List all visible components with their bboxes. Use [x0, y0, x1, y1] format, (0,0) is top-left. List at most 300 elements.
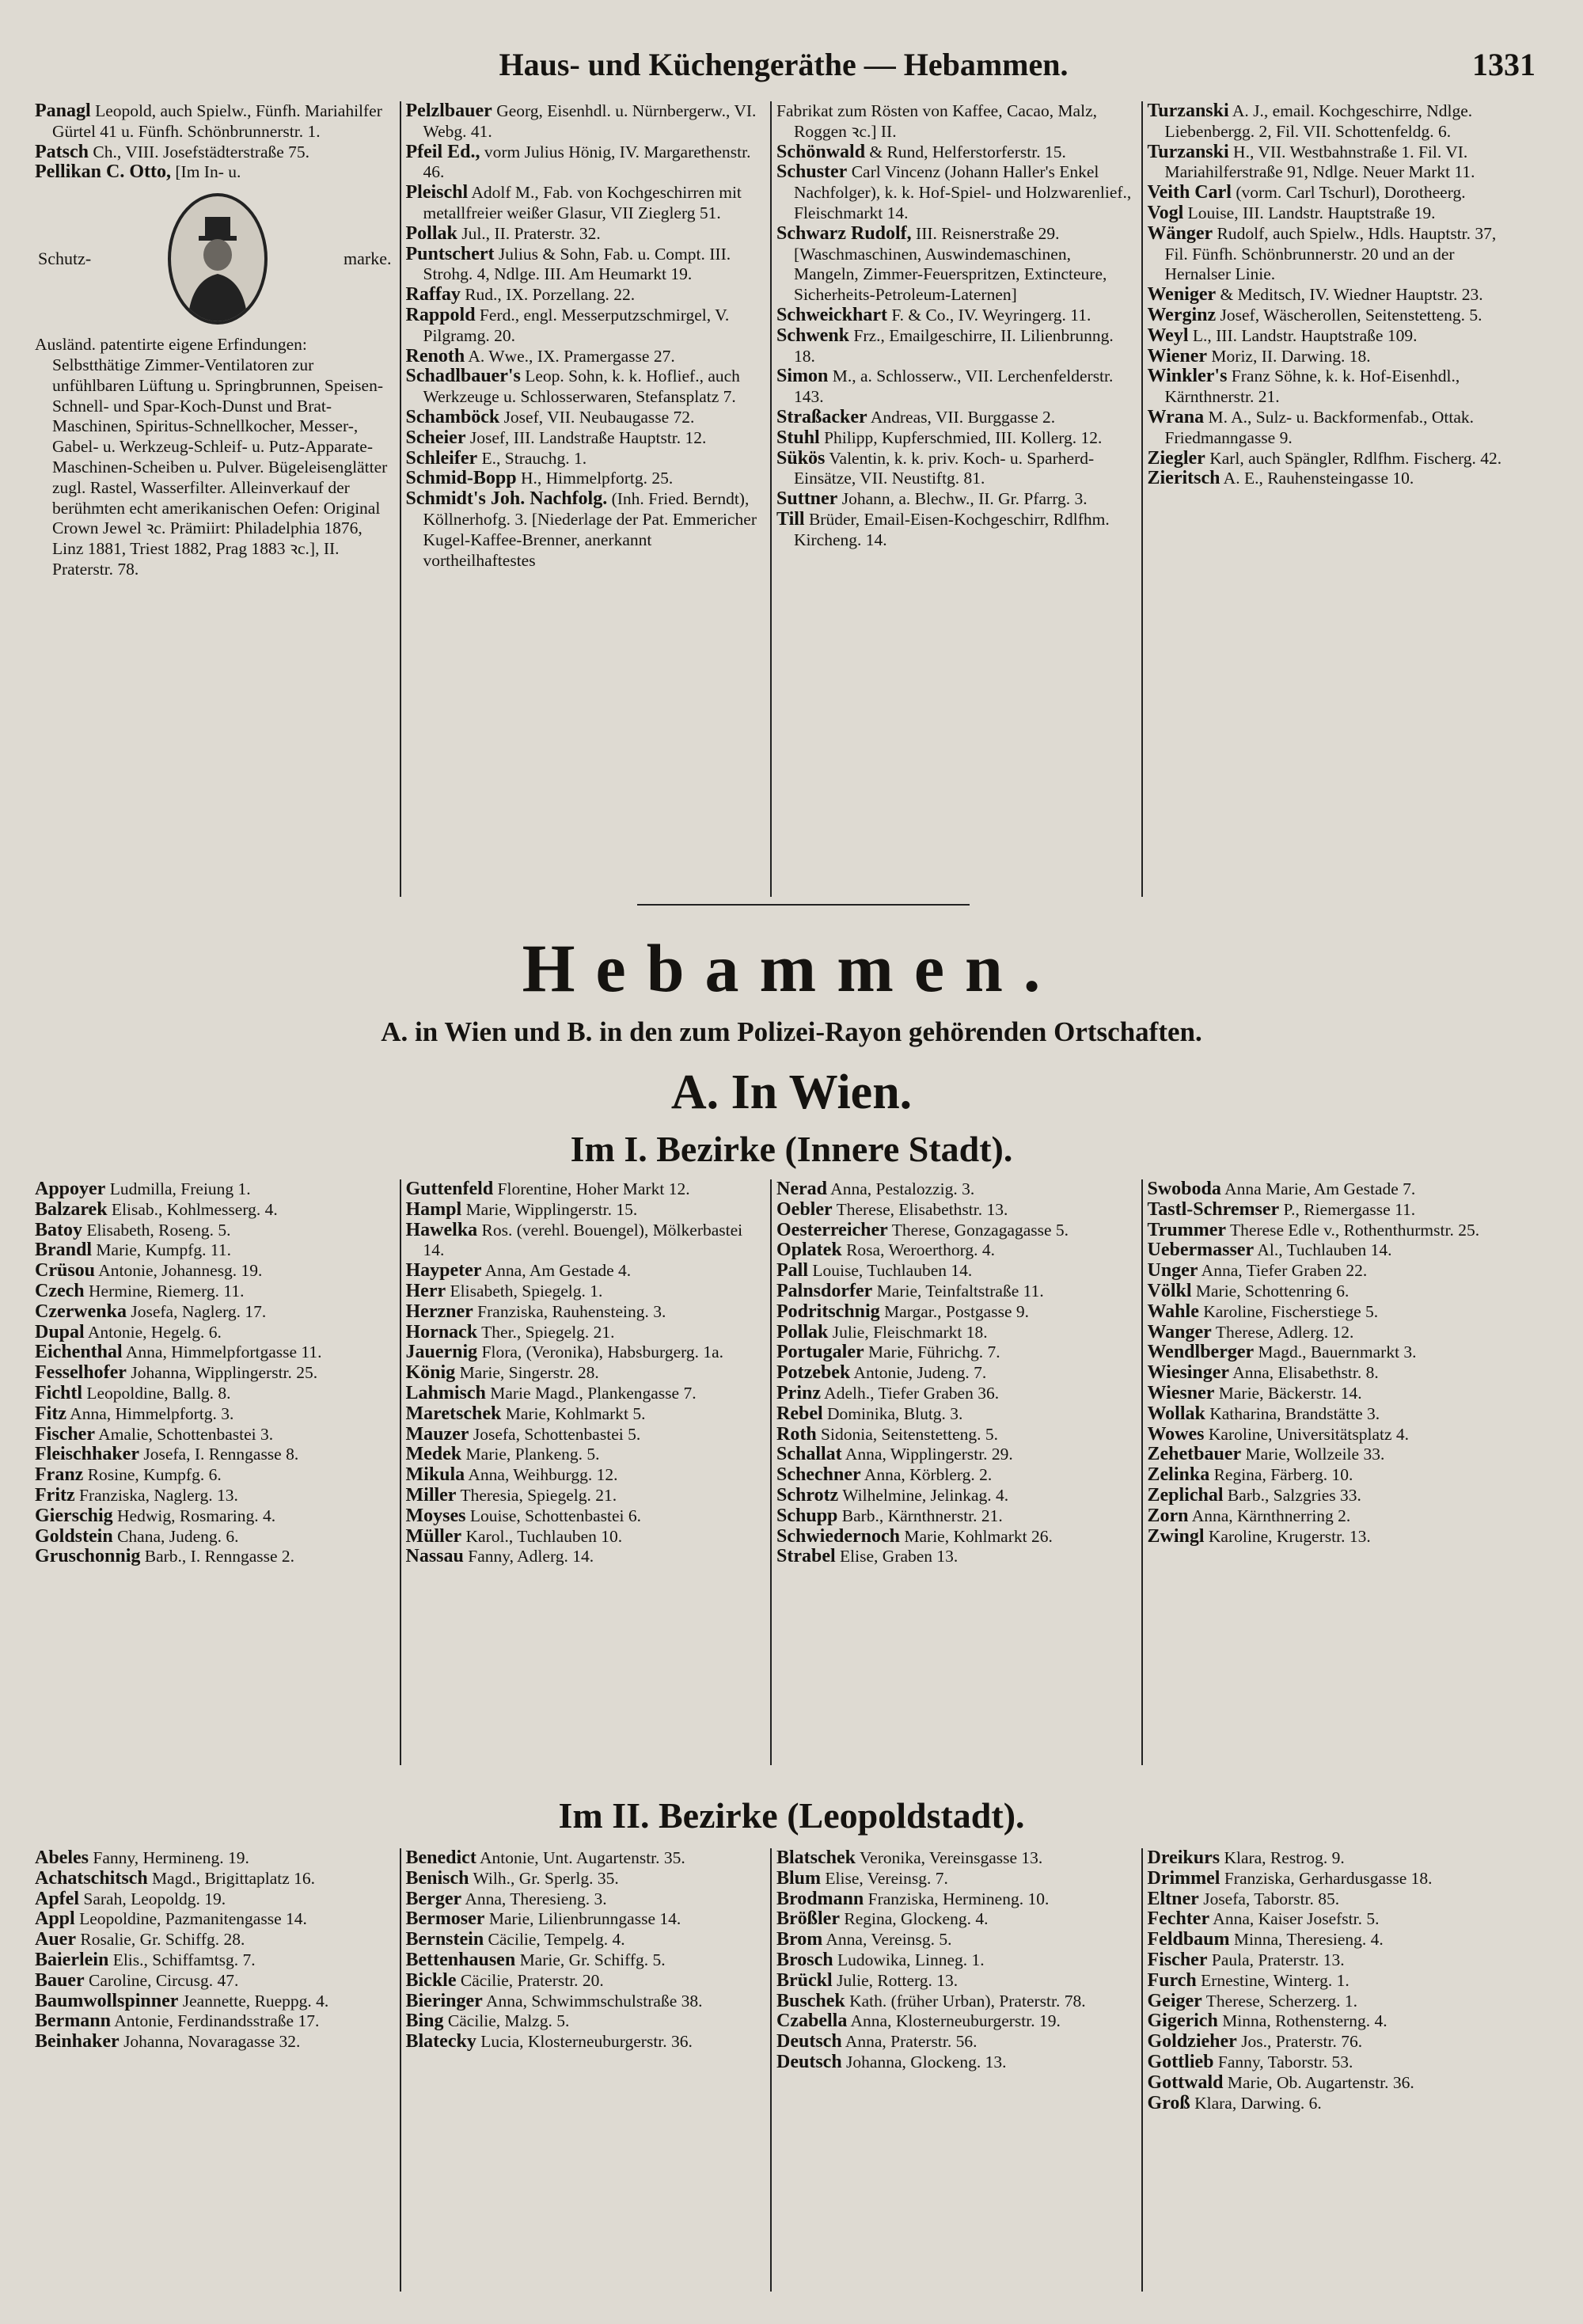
- entry-name: Benisch: [405, 1867, 469, 1889]
- directory-entry: [35, 162, 395, 183]
- entry-details: Wilh., Gr. Sperlg. 35.: [469, 1868, 619, 1888]
- entry-details: Antonie, Johannesg. 19.: [95, 1261, 263, 1281]
- directory-entry: [406, 1363, 766, 1384]
- directory-entry: [776, 306, 1137, 326]
- entry-name: Appoyer: [35, 1179, 106, 1199]
- directory-entry: [1148, 1200, 1508, 1221]
- listing-column: [1143, 1179, 1513, 1765]
- page-header: [32, 41, 1536, 89]
- directory-entry: [1148, 1425, 1508, 1445]
- directory-entry: [1148, 408, 1508, 449]
- entry-details: Josefa, Schottenbastei 5.: [469, 1424, 641, 1444]
- listing-column: [1143, 1848, 1513, 2292]
- entry-name: Bettenhausen: [405, 1949, 516, 1970]
- directory-entry: [1148, 2011, 1508, 2032]
- directory-entry: [1148, 1302, 1508, 1323]
- directory-entry: [406, 1848, 766, 1869]
- entry-details: Therese, Elisabethstr. 13.: [832, 1199, 1008, 1219]
- entry-details: Hermine, Riemerg. 11.: [84, 1281, 245, 1301]
- directory-entry: [35, 1425, 395, 1445]
- directory-entry: [35, 1909, 395, 1930]
- directory-entry: [406, 1547, 766, 1567]
- entry-name: Dreikurs: [1147, 1848, 1220, 1868]
- entry-details: Josefa, Taborstr. 85.: [1198, 1889, 1340, 1908]
- directory-entry: [35, 1445, 395, 1465]
- entry-details: Sarah, Leopoldg. 19.: [79, 1889, 226, 1908]
- directory-entry: [1148, 203, 1508, 224]
- entry-details: & Rund, Helferstorferstr. 15.: [865, 142, 1066, 161]
- entry-details: Andreas, VII. Burggasse 2.: [867, 407, 1056, 427]
- directory-entry: [776, 1445, 1137, 1465]
- directory-entry: [1148, 1445, 1508, 1465]
- entry-name: Till: [776, 508, 805, 530]
- entry-details: Marie, Lilienbrunngasse 14.: [484, 1909, 681, 1929]
- entry-name: Suttner: [776, 488, 838, 510]
- directory-entry: [35, 2011, 395, 2032]
- directory-entry: [406, 1282, 766, 1302]
- directory-entry: [35, 1200, 395, 1221]
- directory-entry: [1148, 1506, 1508, 1527]
- directory-entry: [776, 489, 1137, 510]
- directory-entry: [776, 1547, 1137, 1567]
- directory-entry: [776, 101, 1137, 142]
- entry-details: A. E., Rauhensteingasse 10.: [1220, 469, 1414, 488]
- directory-entry: [406, 1404, 766, 1425]
- entry-name: Schwenk: [776, 325, 850, 346]
- directory-entry: [35, 1848, 395, 1869]
- entry-details: Barb., I. Renngasse 2.: [140, 1547, 295, 1566]
- entry-name: Oplatek: [776, 1240, 842, 1261]
- directory-entry: [406, 449, 766, 469]
- directory-entry: [1148, 1240, 1508, 1261]
- entry-details: Anna, Schwimmschulstraße 38.: [482, 1991, 703, 2011]
- directory-entry: [776, 1282, 1137, 1302]
- entry-name: Wanger: [1147, 1321, 1212, 1342]
- entry-details: Dominika, Blutg. 3.: [822, 1403, 963, 1423]
- directory-entry: [35, 1889, 395, 1910]
- entry-details: Josef, VII. Neubaugasse 72.: [499, 407, 695, 427]
- entry-details: Fabrikat zum Rösten von Kaffee, Cacao, Malz, Roggen ꝛc.] II.: [776, 101, 1097, 141]
- entry-name: Hampl: [405, 1198, 462, 1220]
- entry-name: Hawelka: [405, 1219, 478, 1240]
- entry-name: Bieringer: [405, 1990, 483, 2011]
- entry-details: Frz., Emailgeschirre, II. Lilienbrunng. 18.: [794, 325, 1114, 366]
- entry-details: Elisabeth, Roseng. 5.: [82, 1220, 231, 1240]
- directory-entry: [776, 224, 1137, 306]
- entry-details: & Meditsch, IV. Wiedner Hauptstr. 23.: [1216, 285, 1483, 305]
- directory-entry: [35, 1302, 395, 1323]
- entry-name: Schadlbauer's: [405, 366, 521, 387]
- entry-details: Karl, auch Spängler, Rdlfhm. Fischerg. 42.: [1205, 448, 1502, 468]
- entry-name: Trummer: [1147, 1219, 1227, 1240]
- entry-name: Bauer: [35, 1969, 85, 1991]
- listing-column: [772, 1179, 1143, 1765]
- directory-entry: [406, 1971, 766, 1992]
- entry-details: Cäcilie, Tempelg. 4.: [484, 1930, 625, 1950]
- directory-entry: [776, 142, 1137, 163]
- entry-name: Zehetbauer: [1147, 1444, 1242, 1465]
- directory-entry: [1148, 1363, 1508, 1384]
- entry-name: Goldstein: [35, 1525, 113, 1547]
- entry-name: Schmid-Bopp: [405, 468, 517, 489]
- entry-name: Deutsch: [776, 2031, 842, 2052]
- entry-name: Mikula: [405, 1464, 465, 1486]
- entry-details: Leopold, auch Spielw., Fünfh. Mariahilfer Gürtel 41 u. Fünfh. Schönbrunnerstr. 1.: [52, 101, 382, 141]
- entry-details: Johanna, Glockeng. 13.: [841, 2052, 1007, 2071]
- directory-entry: [406, 1200, 766, 1221]
- entry-name: Schuster: [776, 161, 848, 183]
- entry-details: Karoline, Krugerstr. 13.: [1204, 1526, 1371, 1546]
- entry-name: Pall: [776, 1260, 808, 1282]
- entry-name: Auer: [35, 1929, 76, 1950]
- entry-details: Elis., Schiffamtsg. 7.: [108, 1950, 256, 1969]
- entry-name: Jauernig: [405, 1342, 478, 1363]
- part-a-heading: A. In Wien.: [670, 1065, 913, 1119]
- entry-name: Nerad: [776, 1179, 827, 1199]
- directory-entry: [406, 1221, 766, 1262]
- entry-name: Pfeil Ed.,: [405, 141, 480, 162]
- entry-name: Turzanski: [1147, 101, 1229, 121]
- section-title: Hebammen.: [522, 930, 1061, 1006]
- entry-details: Anna, Pestalozzig. 3.: [826, 1179, 975, 1198]
- entry-name: Deutsch: [776, 2051, 842, 2072]
- entry-name: Pelzlbauer: [405, 101, 492, 121]
- entry-name: Gierschig: [35, 1505, 113, 1526]
- entry-details: Josef, III. Landstraße Hauptstr. 12.: [465, 427, 707, 447]
- entry-name: Haypeter: [405, 1260, 482, 1282]
- entry-details: Marie, Kohlmarkt 5.: [501, 1403, 646, 1423]
- entry-name: Panagl: [35, 101, 91, 121]
- entry-name: Fitz: [35, 1403, 66, 1424]
- directory-entry: [776, 1869, 1137, 1889]
- directory-entry: [35, 1527, 395, 1547]
- entry-details: Fanny, Adlerg. 14.: [463, 1547, 594, 1566]
- entry-name: Schamböck: [405, 406, 500, 427]
- listing-column: [401, 1848, 773, 2292]
- directory-entry: [35, 1992, 395, 2012]
- entry-details: Ausländ. patentirte eigene Erfindungen: Selbstthätige Zimmer-Ventilatoren zur unfühlbaren Lüftung u. Springbrunnen, Speisen-Schnell- und Spar-Koch-Dunst und Brat-Maschinen, Spiritus-Schnellkocher, Messer-, Gabel- u. Werkzeug-Schleif- u. Putz-Apparate-Maschinen-Scheiben u. Pulver. Bügeleisenglätter zugl. Rastel, Wasserfilter. Alleinverkauf der berühmten echt amerikanischen Oefen: Original Crown Jewel ꝛc. Prämiirt: Philadelphia 1876, Linz 1881, Triest 1882, Prag 1883 ꝛc.], II. Praterstr. 78.: [35, 335, 388, 579]
- entry-details: Marie, Kumpfg. 11.: [92, 1240, 231, 1260]
- entry-details: Magd., Bauernmarkt 3.: [1254, 1342, 1417, 1362]
- directory-entry: [1148, 285, 1508, 306]
- directory-entry: [776, 510, 1137, 551]
- entry-details: Anna, Theresieng. 3.: [461, 1889, 607, 1908]
- entry-details: Karoline, Fischerstiege 5.: [1198, 1301, 1379, 1321]
- directory-entry: [776, 1404, 1137, 1425]
- entry-details: Marie, Führichg. 7.: [864, 1342, 1000, 1362]
- entry-details: Cäcilie, Malzg. 5.: [443, 2011, 570, 2031]
- directory-entry: [406, 183, 766, 224]
- entry-name: Maretschek: [405, 1403, 502, 1424]
- entry-details: Marie Magd., Plankengasse 7.: [485, 1383, 697, 1403]
- entry-details: Anna, Am Gestade 4.: [481, 1261, 632, 1281]
- entry-details: Julius & Sohn, Fab. u. Compt. III. Strohg. 4, Ndlge. III. Am Heumarkt 19.: [423, 244, 731, 284]
- directory-entry: [406, 1425, 766, 1445]
- listing-column: [772, 1848, 1143, 2292]
- entry-details: Hedwig, Rosmaring. 4.: [112, 1506, 276, 1525]
- directory-entry: [776, 1930, 1137, 1950]
- directory-entry: [776, 1506, 1137, 1527]
- trademark-label-left: Schutz-: [38, 249, 92, 269]
- entry-name: Medek: [405, 1444, 462, 1465]
- entry-name: Puntschert: [405, 243, 495, 264]
- directory-entry: [35, 1240, 395, 1261]
- entry-name: Brandl: [35, 1240, 93, 1261]
- directory-entry: [35, 1282, 395, 1302]
- section-subtitle: A. in Wien und B. in den zum Polizei-Rayon gehörenden Ortschaften.: [381, 1016, 1202, 1047]
- entry-name: Bernstein: [405, 1929, 484, 1950]
- entry-name: Czabella: [776, 2011, 848, 2032]
- entry-details: Amalie, Schottenbastei 3.: [94, 1424, 274, 1444]
- entry-details: Wilhelmine, Jelinkag. 4.: [838, 1485, 1009, 1505]
- listing-column: [1143, 101, 1513, 897]
- entry-details: [Im In- u.: [171, 162, 241, 182]
- entry-name: Portugaler: [776, 1342, 864, 1363]
- directory-entry: [1148, 142, 1508, 184]
- entry-details: Marie, Wipplingerstr. 15.: [461, 1199, 638, 1219]
- entry-details: P., Riemergasse 11.: [1279, 1199, 1416, 1219]
- entry-name: Drimmel: [1147, 1867, 1220, 1889]
- directory-entry: [406, 1384, 766, 1404]
- entry-details: Leopoldine, Ballg. 8.: [82, 1383, 231, 1403]
- entry-name: Ziegler: [1147, 447, 1205, 469]
- entry-details: Sidonia, Seitenstetteng. 5.: [816, 1424, 998, 1444]
- entry-details: Anna, Himmelpfortg. 3.: [66, 1403, 234, 1423]
- entry-details: (vorm. Carl Tschurl), Dorotheerg.: [1231, 183, 1466, 203]
- directory-entry: [406, 2011, 766, 2032]
- directory-entry: [1148, 2094, 1508, 2114]
- directory-entry: [35, 1342, 395, 1363]
- entry-details: Rosa, Weroerthorg. 4.: [841, 1240, 996, 1260]
- entry-details: Marie, Ob. Augartenstr. 36.: [1223, 2072, 1414, 2092]
- entry-details: Marie, Kohlmarkt 26.: [900, 1526, 1053, 1546]
- directory-entry: [1148, 1527, 1508, 1547]
- directory-entry: [406, 366, 766, 408]
- entry-details: Fanny, Hermineng. 19.: [89, 1848, 249, 1867]
- entry-name: Furch: [1147, 1969, 1197, 1991]
- running-title: Haus- und Küchengeräthe — Hebammen.: [499, 47, 1069, 82]
- entry-name: Hornack: [405, 1321, 478, 1342]
- entry-details: Adelh., Tiefer Graben 36.: [820, 1383, 1000, 1403]
- directory-entry: [1148, 366, 1508, 408]
- entry-details: Rosine, Kumpfg. 6.: [83, 1465, 222, 1485]
- directory-entry: [35, 1547, 395, 1567]
- entry-details: Leopoldine, Pazmanitengasse 14.: [74, 1909, 307, 1929]
- directory-entry: [406, 1465, 766, 1486]
- entry-details: Klara, Darwing. 6.: [1190, 2093, 1322, 2113]
- directory-entry: [406, 408, 766, 428]
- directory-entry: [1148, 1221, 1508, 1241]
- directory-entry: [406, 469, 766, 489]
- entry-name: Herr: [405, 1280, 446, 1301]
- entry-details: Anna, Körblerg. 2.: [860, 1465, 993, 1485]
- directory-entry: [1148, 224, 1508, 285]
- entry-details: Marie, Wollzeile 33.: [1241, 1445, 1385, 1464]
- entry-details: Rudolf, auch Spielw., Hdls. Hauptstr. 37, Fil. Fünfh. Schönbrunnerstr. 20 und an der Hernalser Linie.: [1164, 223, 1497, 284]
- directory-entry: [1148, 1950, 1508, 1971]
- entry-details: Regina, Färberg. 10.: [1209, 1465, 1353, 1485]
- entry-details: H., VII. Westbahnstraße 1. Fil. VI. Mariahilferstraße 91, Ndlge. Neuer Markt 11.: [1164, 142, 1475, 182]
- directory-entry: [406, 1889, 766, 1910]
- entry-name: Winkler's: [1147, 366, 1228, 387]
- entry-name: Raffay: [405, 284, 461, 306]
- entry-name: Palnsdorfer: [776, 1280, 873, 1301]
- directory-entry: [406, 428, 766, 449]
- directory-entry: [776, 1323, 1137, 1343]
- entry-name: Weyl: [1147, 325, 1189, 346]
- entry-details: Ch., VIII. Josefstädterstraße 75.: [89, 142, 310, 161]
- entry-details: M. A., Sulz- u. Backformenfab., Ottak. Friedmanngasse 9.: [1164, 407, 1475, 447]
- entry-details: (Inh. Fried. Berndt), Köllnerhofg. 3. [Niederlage der Pat. Emmericher Kugel-Kaffee-Brenner, anerkannt vortheilhaftestes: [423, 489, 757, 570]
- directory-entry: [1148, 2073, 1508, 2094]
- entry-details: Anna, Wipplingerstr. 29.: [841, 1445, 1013, 1464]
- directory-entry: [35, 1465, 395, 1486]
- directory-entry: [406, 1909, 766, 1930]
- directory-entry: [35, 1261, 395, 1282]
- listing-column: [30, 1848, 401, 2292]
- directory-entry: [1148, 183, 1508, 203]
- entry-details: Elise, Graben 13.: [835, 1547, 959, 1566]
- entry-name: Gruschonnig: [35, 1546, 141, 1567]
- entry-name: Scheier: [405, 427, 466, 448]
- directory-entry: [35, 335, 395, 580]
- directory-entry: [406, 306, 766, 347]
- listing-column: [30, 101, 401, 897]
- directory-entry: [406, 1527, 766, 1547]
- entry-name: Brosch: [776, 1949, 833, 1970]
- entry-name: Gottlieb: [1147, 2051, 1214, 2072]
- directory-entry: [776, 1486, 1137, 1506]
- entry-details: Adolf M., Fab. von Kochgeschirren mit metallfreier weißer Glasur, VII Zieglerg 51.: [423, 183, 742, 222]
- trademark-block: [35, 183, 395, 335]
- directory-entry: [776, 1200, 1137, 1221]
- entry-details: Julie, Fleischmarkt 18.: [828, 1322, 988, 1342]
- directory-entry: [406, 2032, 766, 2052]
- directory-entry: [776, 1179, 1137, 1200]
- directory-entry: [1148, 1404, 1508, 1425]
- entry-name: Balzarek: [35, 1198, 108, 1220]
- directory-entry: [406, 1342, 766, 1363]
- entry-name: Weniger: [1147, 284, 1217, 306]
- entry-name: Blum: [776, 1867, 822, 1889]
- entry-name: Crüsou: [35, 1260, 96, 1282]
- entry-details: Jos., Praterstr. 76.: [1236, 2032, 1363, 2052]
- entry-details: Marie, Schottenring 6.: [1191, 1281, 1350, 1301]
- entry-details: Karol., Tuchlauben 10.: [461, 1526, 623, 1546]
- entry-name: Rappold: [405, 304, 476, 325]
- entry-details: Ernestine, Winterg. 1.: [1196, 1970, 1350, 1990]
- district-1-columns: [30, 1179, 1512, 1765]
- entry-details: Anna, Praterstr. 56.: [841, 2032, 978, 2052]
- directory-entry: [776, 449, 1137, 490]
- directory-entry: [406, 1869, 766, 1889]
- directory-entry: [776, 408, 1137, 428]
- entry-name: Strabel: [776, 1546, 836, 1567]
- entry-name: Apfel: [35, 1888, 79, 1909]
- directory-entry: [776, 1950, 1137, 1971]
- entry-details: vorm Julius Hönig, IV. Margarethenstr. 46.: [423, 142, 751, 182]
- entry-details: Therese, Adlerg. 12.: [1211, 1322, 1354, 1342]
- entry-name: Oebler: [776, 1198, 833, 1220]
- directory-entry: [1148, 449, 1508, 469]
- listing-column: [772, 101, 1143, 897]
- directory-entry: [35, 1486, 395, 1506]
- directory-entry: [406, 1323, 766, 1343]
- entry-details: Marie, Teinfaltstraße 11.: [872, 1281, 1044, 1301]
- entry-details: Franziska, Gerhardusgasse 18.: [1220, 1868, 1433, 1888]
- directory-entry: [1148, 1869, 1508, 1889]
- entry-name: Nassau: [405, 1546, 464, 1567]
- entry-name: Achatschitsch: [35, 1867, 148, 1889]
- entry-name: Geiger: [1147, 1990, 1202, 2011]
- directory-entry: [406, 224, 766, 245]
- entry-name: Herzner: [405, 1301, 473, 1322]
- directory-entry: [776, 326, 1137, 367]
- entry-details: Brüder, Email-Eisen-Kochgeschirr, Rdlfhm. Kircheng. 14.: [794, 509, 1110, 549]
- directory-entry: [776, 1302, 1137, 1323]
- entry-name: Schechner: [776, 1464, 861, 1486]
- entry-details: Valentin, k. k. priv. Koch- u. Sparherd-Einsätze, VII. Neustiftg. 81.: [794, 448, 1095, 488]
- entry-details: Josef, Wäscherollen, Seitenstetteng. 5.: [1216, 305, 1482, 325]
- directory-entry: [406, 1261, 766, 1282]
- directory-entry: [1148, 1261, 1508, 1282]
- entry-details: Veronika, Vereinsgasse 13.: [856, 1848, 1043, 1867]
- entry-name: Prinz: [776, 1382, 821, 1403]
- directory-entry: [35, 1221, 395, 1241]
- directory-entry: [776, 1992, 1137, 2012]
- entry-name: Brodmann: [776, 1888, 864, 1909]
- entry-name: Blatecky: [405, 2031, 476, 2052]
- directory-entry: [1148, 1465, 1508, 1486]
- directory-entry: [35, 2032, 395, 2052]
- directory-entry: [776, 1889, 1137, 1910]
- entry-details: Anna, Kärnthnerring 2.: [1188, 1506, 1351, 1525]
- entry-name: Batoy: [35, 1219, 82, 1240]
- entry-details: Jeannette, Rueppg. 4.: [178, 1991, 329, 2011]
- entry-details: Elise, Vereinsg. 7.: [821, 1868, 948, 1888]
- entry-name: Wiesinger: [1147, 1362, 1230, 1384]
- directory-entry: [35, 1506, 395, 1527]
- entry-details: Franziska, Naglerg. 13.: [74, 1485, 238, 1505]
- entry-name: Stuhl: [776, 427, 820, 448]
- directory-entry: [1148, 1282, 1508, 1302]
- entry-name: Wahle: [1147, 1301, 1199, 1322]
- directory-entry: [35, 1950, 395, 1971]
- entry-details: Minna, Theresieng. 4.: [1229, 1930, 1384, 1950]
- entry-name: Rebel: [776, 1403, 823, 1424]
- entry-name: Wowes: [1147, 1423, 1205, 1445]
- entry-name: Fischer: [35, 1423, 95, 1445]
- directory-entry: [776, 2011, 1137, 2032]
- entry-details: Anna, Vereinsg. 5.: [822, 1930, 952, 1950]
- entry-details: Louise, Schottenbastei 6.: [465, 1506, 642, 1525]
- entry-details: Julie, Rotterg. 13.: [832, 1970, 959, 1990]
- entry-name: Fesselhofer: [35, 1362, 127, 1384]
- entry-details: Minna, Rothensterng. 4.: [1217, 2011, 1387, 2031]
- entry-name: Wollak: [1147, 1403, 1205, 1424]
- entry-name: Fechter: [1147, 1908, 1210, 1930]
- entry-name: Potzebek: [776, 1362, 851, 1384]
- entry-details: Anna Marie, Am Gestade 7.: [1220, 1179, 1416, 1198]
- directory-entry: [406, 1506, 766, 1527]
- entry-name: Wiener: [1147, 345, 1208, 366]
- directory-entry: [776, 428, 1137, 449]
- directory-entry: [406, 245, 766, 286]
- directory-entry: [406, 285, 766, 306]
- entry-name: Wrana: [1147, 406, 1205, 427]
- entry-name: Mauzer: [405, 1423, 469, 1445]
- directory-entry: [35, 142, 395, 163]
